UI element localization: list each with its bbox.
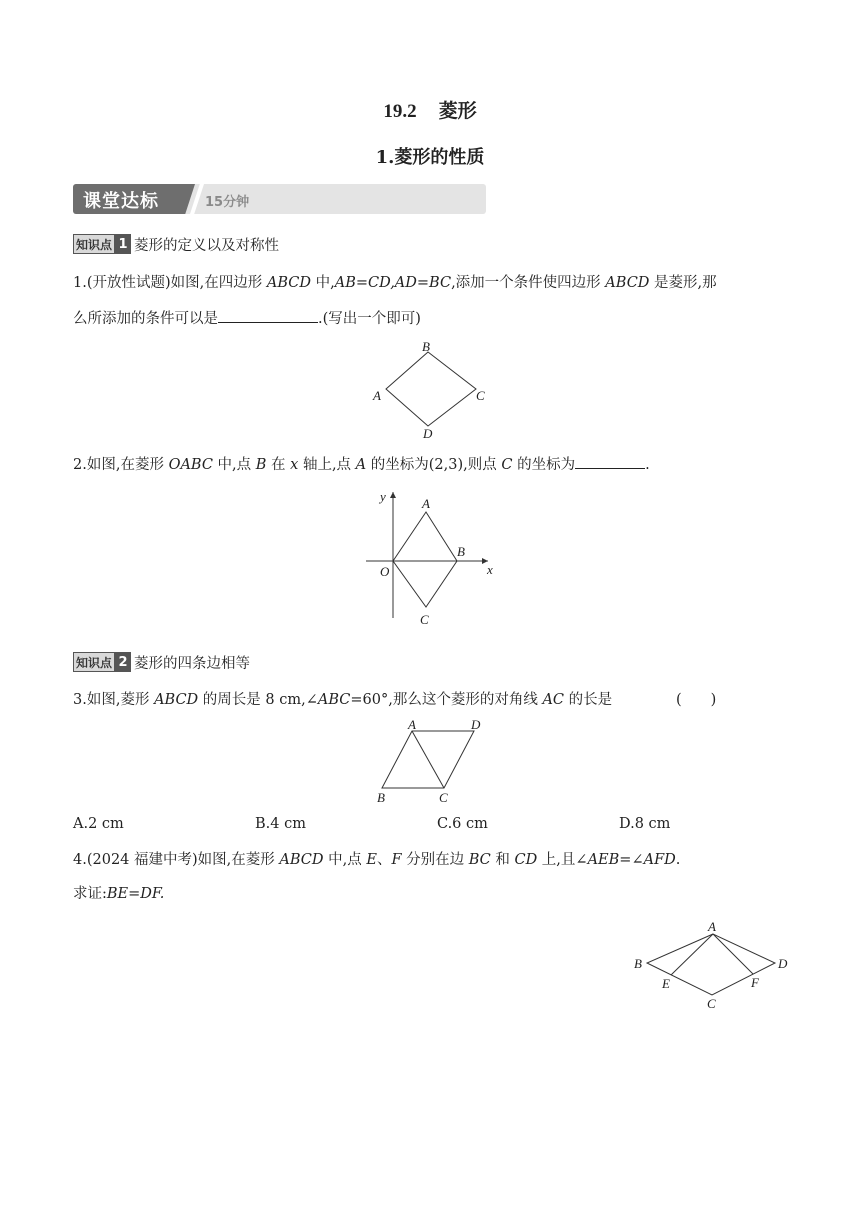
knowledge-point-text: 菱形的四条边相等 [134,655,251,672]
q3-figure [370,718,490,806]
knowledge-point-text: 菱形的定义以及对称性 [134,237,280,254]
q2-figure [360,486,500,628]
q4-figure [630,916,794,1012]
q2-label-b: B [457,544,465,559]
q4-label-c: C [707,996,716,1011]
knowledge-point-number: 1 [115,234,131,254]
q3-option-a[interactable]: A.2 cm [73,816,124,832]
q3-option-d[interactable]: D.8 cm [619,816,671,832]
q3-label-b: B [377,790,385,805]
q4-segment-af [713,934,753,974]
q3-label-d: D [471,718,481,732]
answer-blank[interactable] [575,453,645,469]
q3-answer-paren[interactable]: ( ) [676,692,717,708]
q4-label-f: F [751,975,759,990]
q2-label-y: y [380,489,386,504]
q4-label-d: D [778,956,788,971]
q1-label-a: A [373,388,381,403]
knowledge-point-label: 知识点 [73,234,115,254]
y-axis-arrow [390,492,396,498]
q1-label-b: B [422,339,430,354]
q2-label-x: x [487,562,493,577]
banner-title: 课堂达标 [83,191,159,212]
q3-diagonal-ac [412,731,444,788]
knowledge-point-label: 知识点 [73,652,115,672]
q1-label-d: D [423,426,433,441]
q4-line2: 求证:BE=DF. [73,886,165,902]
q2-label-a: A [422,496,430,511]
q4-label-b: B [634,956,642,971]
class-practice-banner [73,184,486,214]
q1-rhombus [386,352,476,426]
q2-label-o: O [380,564,390,579]
knowledge-point-1 [73,234,279,254]
section-name: 菱形 [438,100,477,122]
q4-label-a: A [708,919,716,934]
q4-line1: 4.(2024 福建中考)如图,在菱形 ABCD 中,点 E、F 分别在边 BC 和 CD 上,且∠AEB=∠AFD. [73,852,681,868]
q3-option-c[interactable]: C.6 cm [437,816,488,832]
q3-label-a: A [408,718,416,732]
q1-line2: 么所添加的条件可以是 .(写出一个即可) [73,307,421,329]
q1-figure [368,338,492,442]
q2-rhombus [393,512,457,607]
subsection-title: 1.菱形的性质 [375,147,485,168]
knowledge-point-2 [73,652,250,672]
section-number: 19.2 [383,101,417,122]
q2-label-c: C [420,612,429,627]
q3-label-c: C [439,790,448,805]
q4-label-e: E [662,976,670,991]
q2-text: 2.如图,在菱形 OABC 中,点 B 在 x 轴上,点 A 的坐标为(2,3),则点 C 的坐标为 . [73,453,650,475]
section-title [0,96,860,123]
knowledge-point-number: 2 [115,652,131,672]
banner-time: 15分钟 [205,195,250,210]
answer-blank[interactable] [218,307,318,323]
q1-line1: 1.(开放性试题)如图,在四边形 ABCD 中,AB=CD,AD=BC,添加一个条件使四边形 ABCD 是菱形,那 [73,275,717,291]
q1-label-c: C [476,388,485,403]
q3-option-b[interactable]: B.4 cm [255,816,306,832]
q4-segment-ae [671,934,713,975]
q3-text: 3.如图,菱形 ABCD 的周长是 8 cm,∠ABC=60°,那么这个菱形的对角线 AC 的长是 [73,692,613,708]
